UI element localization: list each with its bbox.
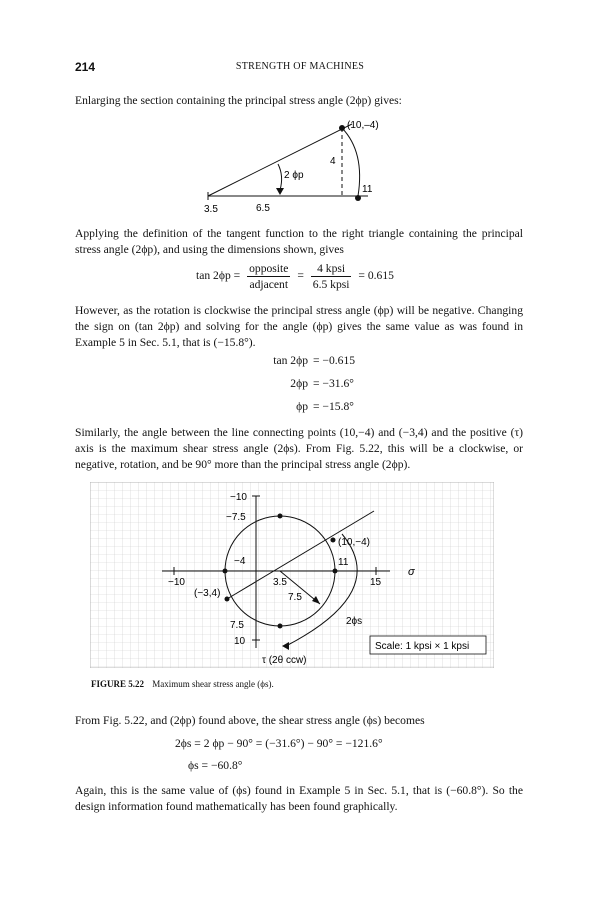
- label-sigma: σ: [408, 566, 415, 578]
- point-top: [278, 514, 283, 519]
- point-label: (10,–4): [347, 120, 379, 131]
- label-center: 3.5: [273, 577, 287, 588]
- principal-angle-triangle-figure: [190, 112, 420, 217]
- eq6: ϕs = −60.8°: [188, 759, 243, 772]
- circle-arc: [342, 128, 360, 196]
- fraction-kpsi: [311, 262, 352, 291]
- running-title: STRENGTH OF MACHINES: [235, 61, 365, 72]
- point-left: [223, 569, 228, 574]
- tangent-equation: [196, 262, 394, 291]
- point-11: [355, 195, 361, 201]
- angle-arrowhead: [276, 188, 284, 195]
- paragraph-shear-result: From Fig. 5.22, and (2ϕp) found above, the shear stress angle (ϕs) becomes: [75, 714, 425, 727]
- triangle-geometry: [208, 124, 368, 200]
- frac-numerator: opposite: [249, 262, 289, 275]
- label-fifteen: 15: [370, 577, 382, 588]
- eq3-rhs: = −31.6°: [313, 377, 354, 390]
- eq3-lhs: 2ϕp: [290, 377, 308, 390]
- label-two-phi-s: 2ϕs: [346, 616, 363, 627]
- eq4-rhs: = −15.8°: [313, 400, 354, 413]
- paragraph-shear-angle: Similarly, the angle between the line connecting points (10,−4) and (−3,4) and the positive (τ) axis is the maximum shear stress angle (2ϕs). From Fig. 5.22, this will be a clockwise, or negative, rotation, and be 90° more than the principal stress angle (2ϕp).: [75, 426, 523, 471]
- label-tau-m10: −10: [230, 492, 247, 503]
- axis-label-11: 11: [362, 184, 373, 195]
- frac-denominator: adjacent: [249, 278, 289, 291]
- scale-label: Scale: 1 kpsi × 1 kpsi: [375, 641, 470, 652]
- angle-label: 2 ϕp: [284, 170, 304, 181]
- paragraph-tangent: Applying the definition of the tangent function to the right triangle containing the principal stress angle (2ϕp), and using the dimensions shown, gives: [75, 227, 523, 256]
- point-right: [333, 569, 338, 574]
- eq2-lhs: tan 2ϕp: [273, 354, 308, 367]
- eq4-lhs: ϕp: [296, 400, 308, 413]
- paragraph-negative-rotation: However, as the rotation is clockwise the principal stress angle (ϕp) will be negative. Changing the sign on (tan 2ϕp) and solving for the angle (ϕp) gives the same value as was found in Example 5 in Sec. 5.1, that is (−15.8°).: [75, 304, 523, 349]
- caption-label: FIGURE 5.22: [91, 679, 145, 689]
- label-sigma-m10: −10: [168, 577, 185, 588]
- frac-numerator: 4 kpsi: [311, 262, 352, 277]
- label-tau-axis: τ (2θ ccw): [262, 655, 307, 666]
- point-10-neg4: [339, 125, 345, 131]
- label-radius: 7.5: [288, 592, 302, 603]
- label-eleven: 11: [338, 557, 349, 568]
- label-tau-m7.5: −7.5: [226, 512, 246, 523]
- fraction-opposite-adjacent: [247, 262, 290, 291]
- equals-sign: =: [297, 269, 304, 283]
- axis-label-6.5: 6.5: [256, 203, 270, 214]
- label-tau-p10: 10: [234, 636, 246, 647]
- axis-label-3.5: 3.5: [204, 204, 218, 215]
- frac-denominator: 6.5 kpsi: [312, 278, 350, 291]
- figure-caption: [91, 679, 274, 689]
- label-point-10-neg4: (10,−4): [338, 537, 370, 548]
- eq2-rhs: = −0.615: [313, 354, 356, 367]
- paragraph-intro: Enlarging the section containing the principal stress angle (2ϕp) gives:: [75, 94, 402, 107]
- caption-text: Maximum shear stress angle (ϕs).: [152, 679, 274, 689]
- label-point-neg3-4: (−3,4): [194, 588, 221, 599]
- page-number: 214: [75, 60, 96, 74]
- tan-result: = 0.615: [358, 269, 394, 283]
- side-label: 4: [330, 156, 336, 167]
- eq5: 2ϕs = 2 ϕp − 90° = (−31.6°) − 90° = −121.6°: [175, 737, 383, 750]
- point-bottom: [278, 624, 283, 629]
- label-left-center: −4: [234, 556, 246, 567]
- mohrs-circle-figure: [90, 482, 494, 668]
- point-10-neg4: [331, 538, 336, 543]
- label-tau-p7.5: 7.5: [230, 620, 244, 631]
- angle-arc: [278, 164, 282, 190]
- tan-lhs: tan 2ϕp =: [196, 269, 241, 283]
- point-neg3-4: [225, 597, 230, 602]
- paragraph-conclusion: Again, this is the same value of (ϕs) found in Example 5 in Sec. 5.1, that is (−60.8°). So the design information found mathematically has been found graphically.: [75, 784, 523, 813]
